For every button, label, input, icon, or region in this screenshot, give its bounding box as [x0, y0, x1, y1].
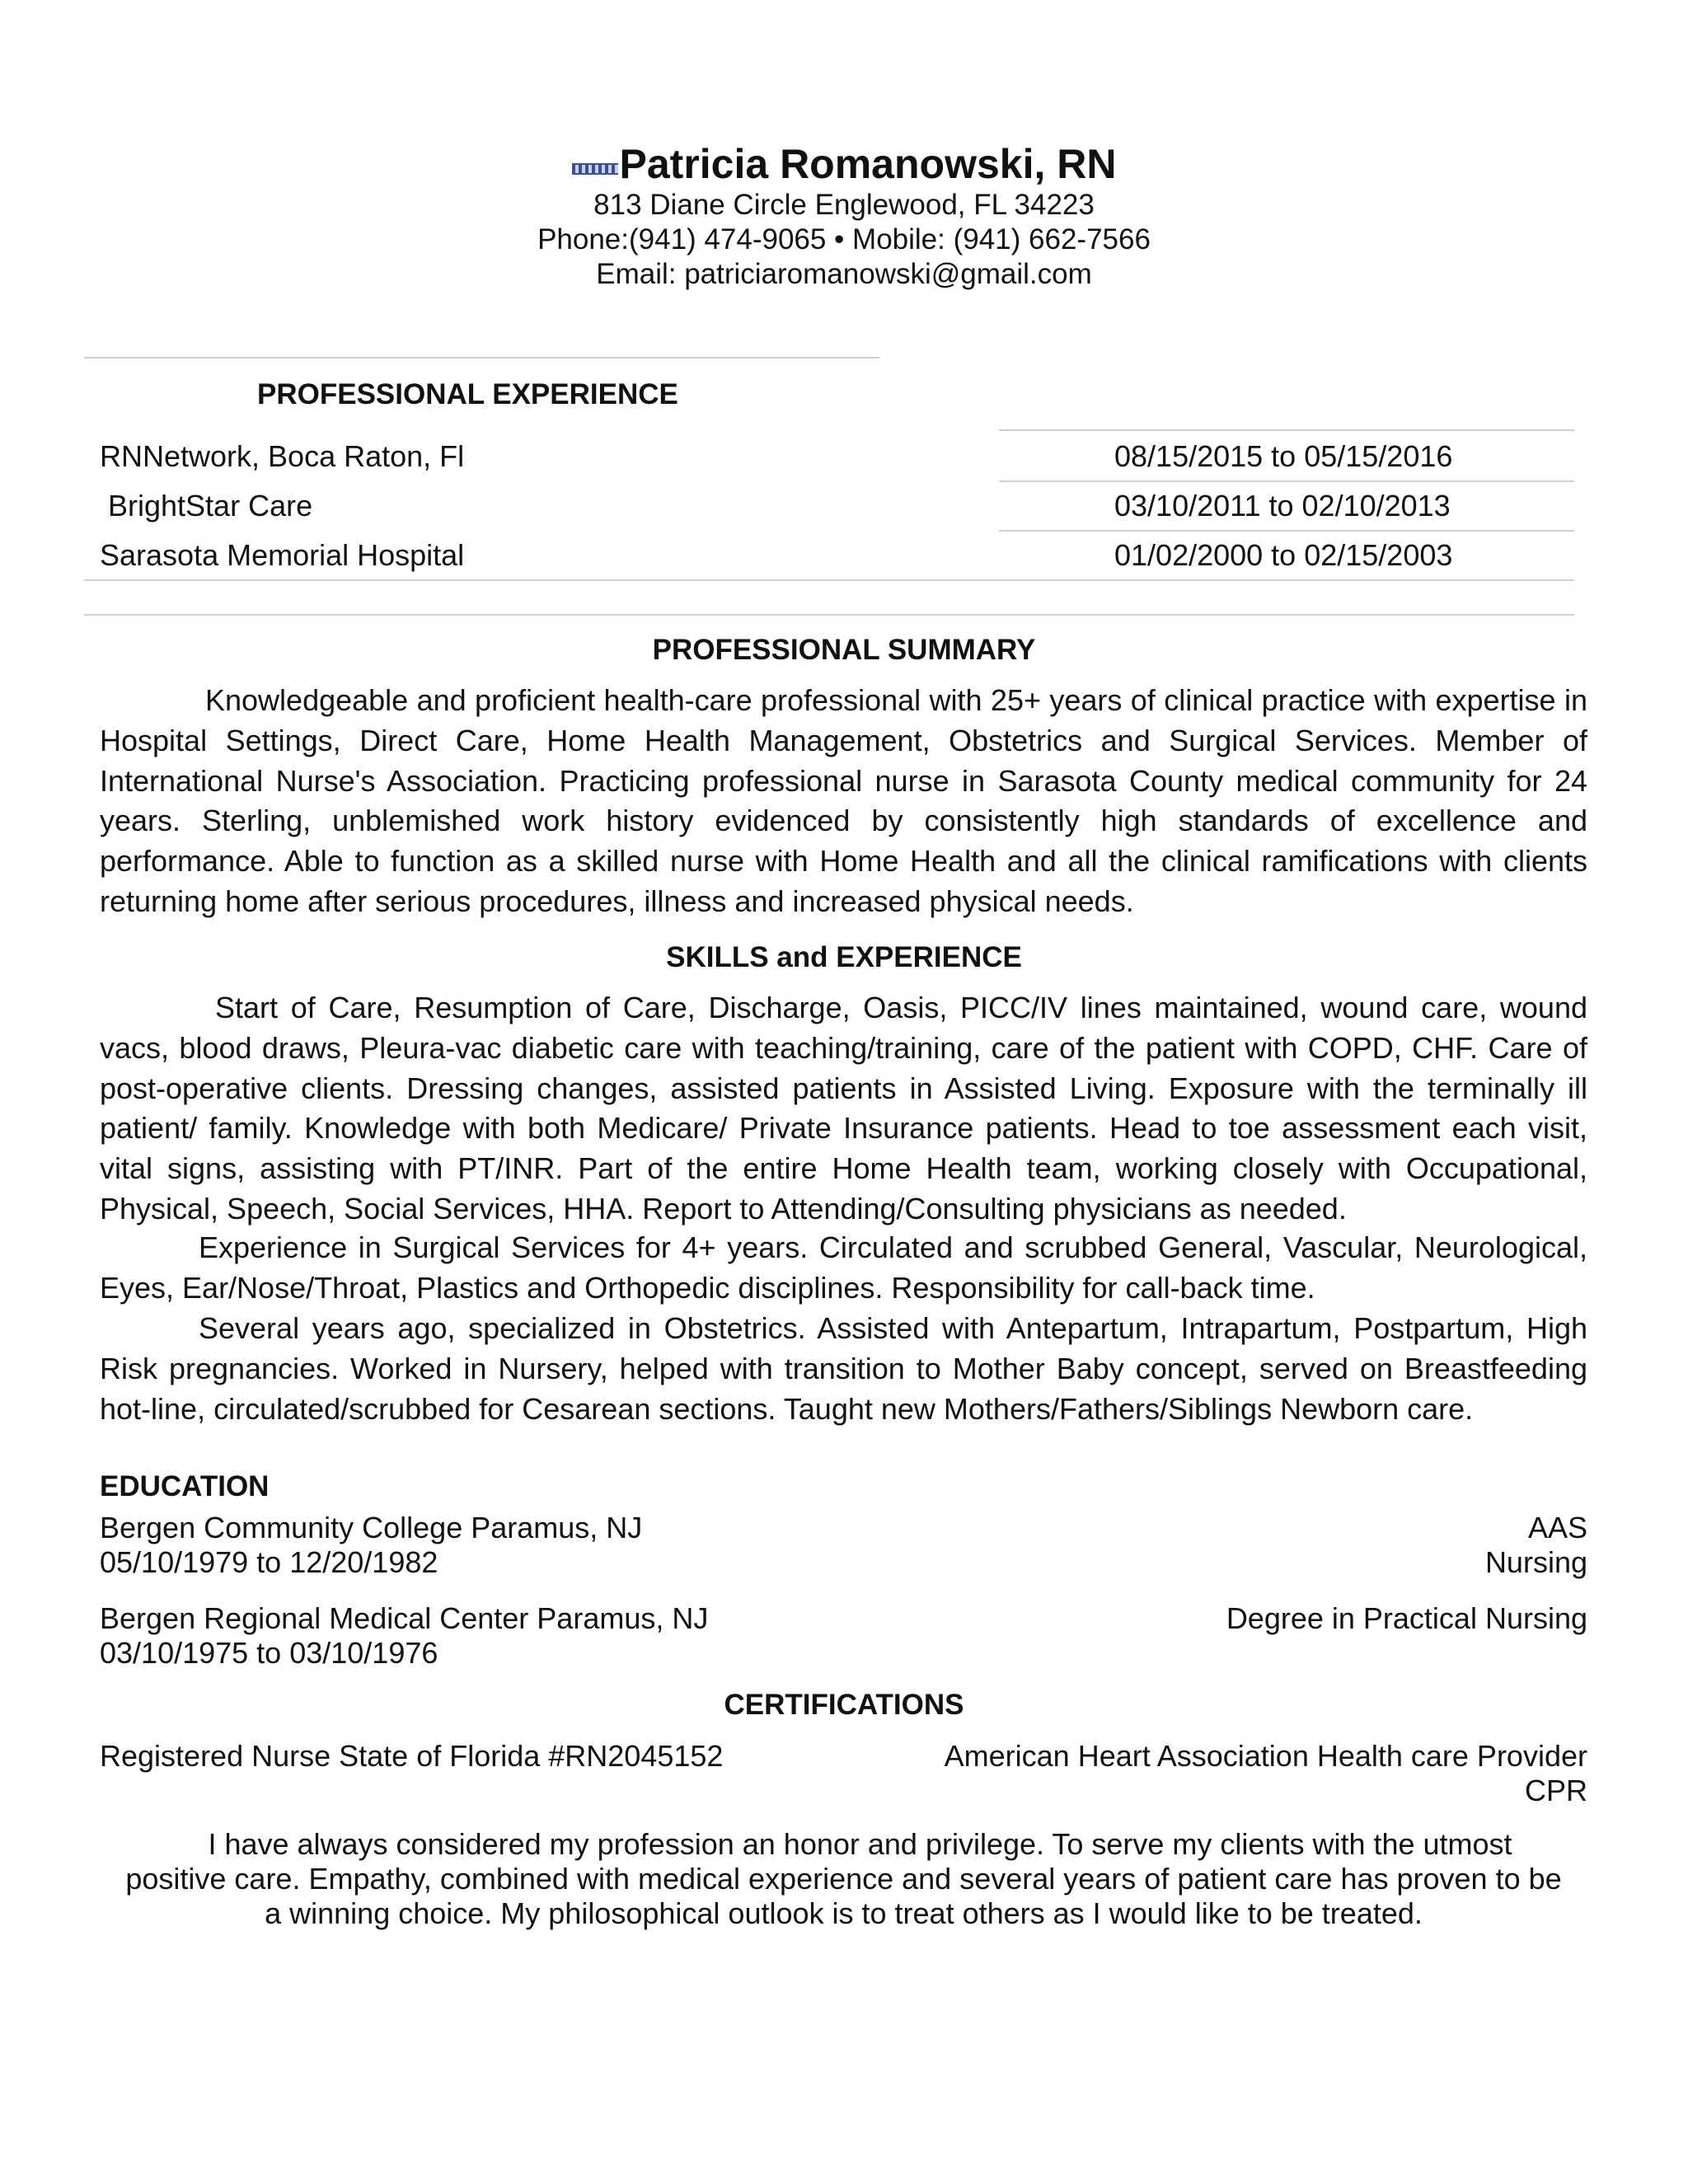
skills-paragraph: Experience in Surgical Services for 4+ years. Circulated and scrubbed General, Vascular, Neurological, Eyes, Ear/Nose/Throat, Plastics and Orthopedic disciplines. Responsibility for call-back time. [100, 1230, 1587, 1305]
job-dates: 01/02/2000 to 02/15/2003 [1114, 538, 1453, 572]
divider [999, 530, 1574, 532]
job-employer: Sarasota Memorial Hospital [100, 538, 465, 572]
address: 813 Diane Circle Englewood, FL 34223 [593, 189, 1095, 221]
inline-image-marker [572, 163, 618, 175]
closing-line: a winning choice. My philosophical outlook is to treat others as I would like to be treated. [265, 1896, 1423, 1930]
education-school: Bergen Community College Paramus, NJ [100, 1511, 643, 1544]
education-dates: 05/10/1979 to 12/20/1982 [100, 1545, 438, 1579]
divider [84, 614, 1574, 616]
certifications-heading: CERTIFICATIONS [724, 1689, 964, 1721]
education-dates: 03/10/1975 to 03/10/1976 [100, 1636, 438, 1670]
certification-right-cpr: CPR [1524, 1774, 1587, 1807]
job-dates: 03/10/2011 to 02/10/2013 [1114, 489, 1451, 523]
education-school: Bergen Regional Medical Center Paramus, NJ [100, 1601, 709, 1635]
job-employer: RNNetwork, Boca Raton, Fl [100, 439, 465, 473]
divider [999, 480, 1574, 482]
closing-line: I have always considered my profession an honor and privilege. To serve my clients with the utmost [208, 1827, 1512, 1861]
divider [84, 579, 1574, 581]
skills-paragraph: Several years ago, specialized in Obstetrics. Assisted with Antepartum, Intrapartum, Postpartum, High Risk pregnancies. Worked in Nursery, helped with transition to Mother Baby concept, served on Breastfeeding hot-line, circulated/scrubbed for Cesarean sections. Taught new Mothers/Fathers/Siblings Newborn care. [100, 1311, 1587, 1426]
education-degree: AAS [1527, 1511, 1587, 1544]
summary-paragraph: Knowledgeable and proficient health-care professional with 25+ years of clinical practice with expertise in Hospital Settings, Direct Care, Home Health Management, Obstetrics and Surgical Services. Member of International Nurse's Association. Practicing professional nurse in Sarasota County medical community for 24 years. Sterling, unblemished work history evidenced by consistently high standards of excellence and performance. Able to function as a skilled nurse with Home Health and all the clinical ramifications with clients returning home after serious procedures, illness and increased physical needs. [100, 683, 1587, 918]
education-field: Nursing [1484, 1545, 1587, 1579]
email: Email: patriciaromanowski@gmail.com [596, 258, 1092, 290]
summary-heading: PROFESSIONAL SUMMARY [652, 634, 1036, 666]
job-employer: BrightStar Care [108, 489, 313, 523]
resume-name [0, 138, 1688, 190]
education-degree: Degree in Practical Nursing [1226, 1601, 1587, 1635]
closing-line: positive care. Empathy, combined with medical experience and several years of patient care has proven to be [125, 1862, 1562, 1896]
name-text: Patricia Romanowski, RN [619, 141, 1117, 187]
experience-heading: PROFESSIONAL EXPERIENCE [257, 378, 678, 410]
education-heading: EDUCATION [100, 1470, 270, 1502]
job-dates: 08/15/2015 to 05/15/2016 [1114, 439, 1453, 473]
certification-left: Registered Nurse State of Florida #RN2045152 [100, 1739, 724, 1773]
skills-paragraph: Start of Care, Resumption of Care, Discharge, Oasis, PICC/IV lines maintained, wound care, wound vacs, blood draws, Pleura-vac diabetic care with teaching/training, care of the patient with COPD, CHF. Care of post-operative clients. Dressing changes, assisted patients in Assisted Living. Exposure with the terminally ill patient/ family. Knowledge with both Medicare/ Private Insurance patients. Head to toe assessment each visit, vital signs, assisting with PT/INR. Part of the entire Home Health team, working closely with Occupational, Physical, Speech, Social Services, HHA. Report to Attending/Consulting physicians as needed. [100, 991, 1587, 1226]
certification-right: American Heart Association Health care Provider [944, 1739, 1587, 1773]
divider [84, 357, 879, 359]
divider [999, 429, 1574, 431]
phone: Phone:(941) 474-9065 • Mobile: (941) 662-7566 [537, 223, 1151, 255]
skills-heading: SKILLS and EXPERIENCE [666, 941, 1022, 973]
